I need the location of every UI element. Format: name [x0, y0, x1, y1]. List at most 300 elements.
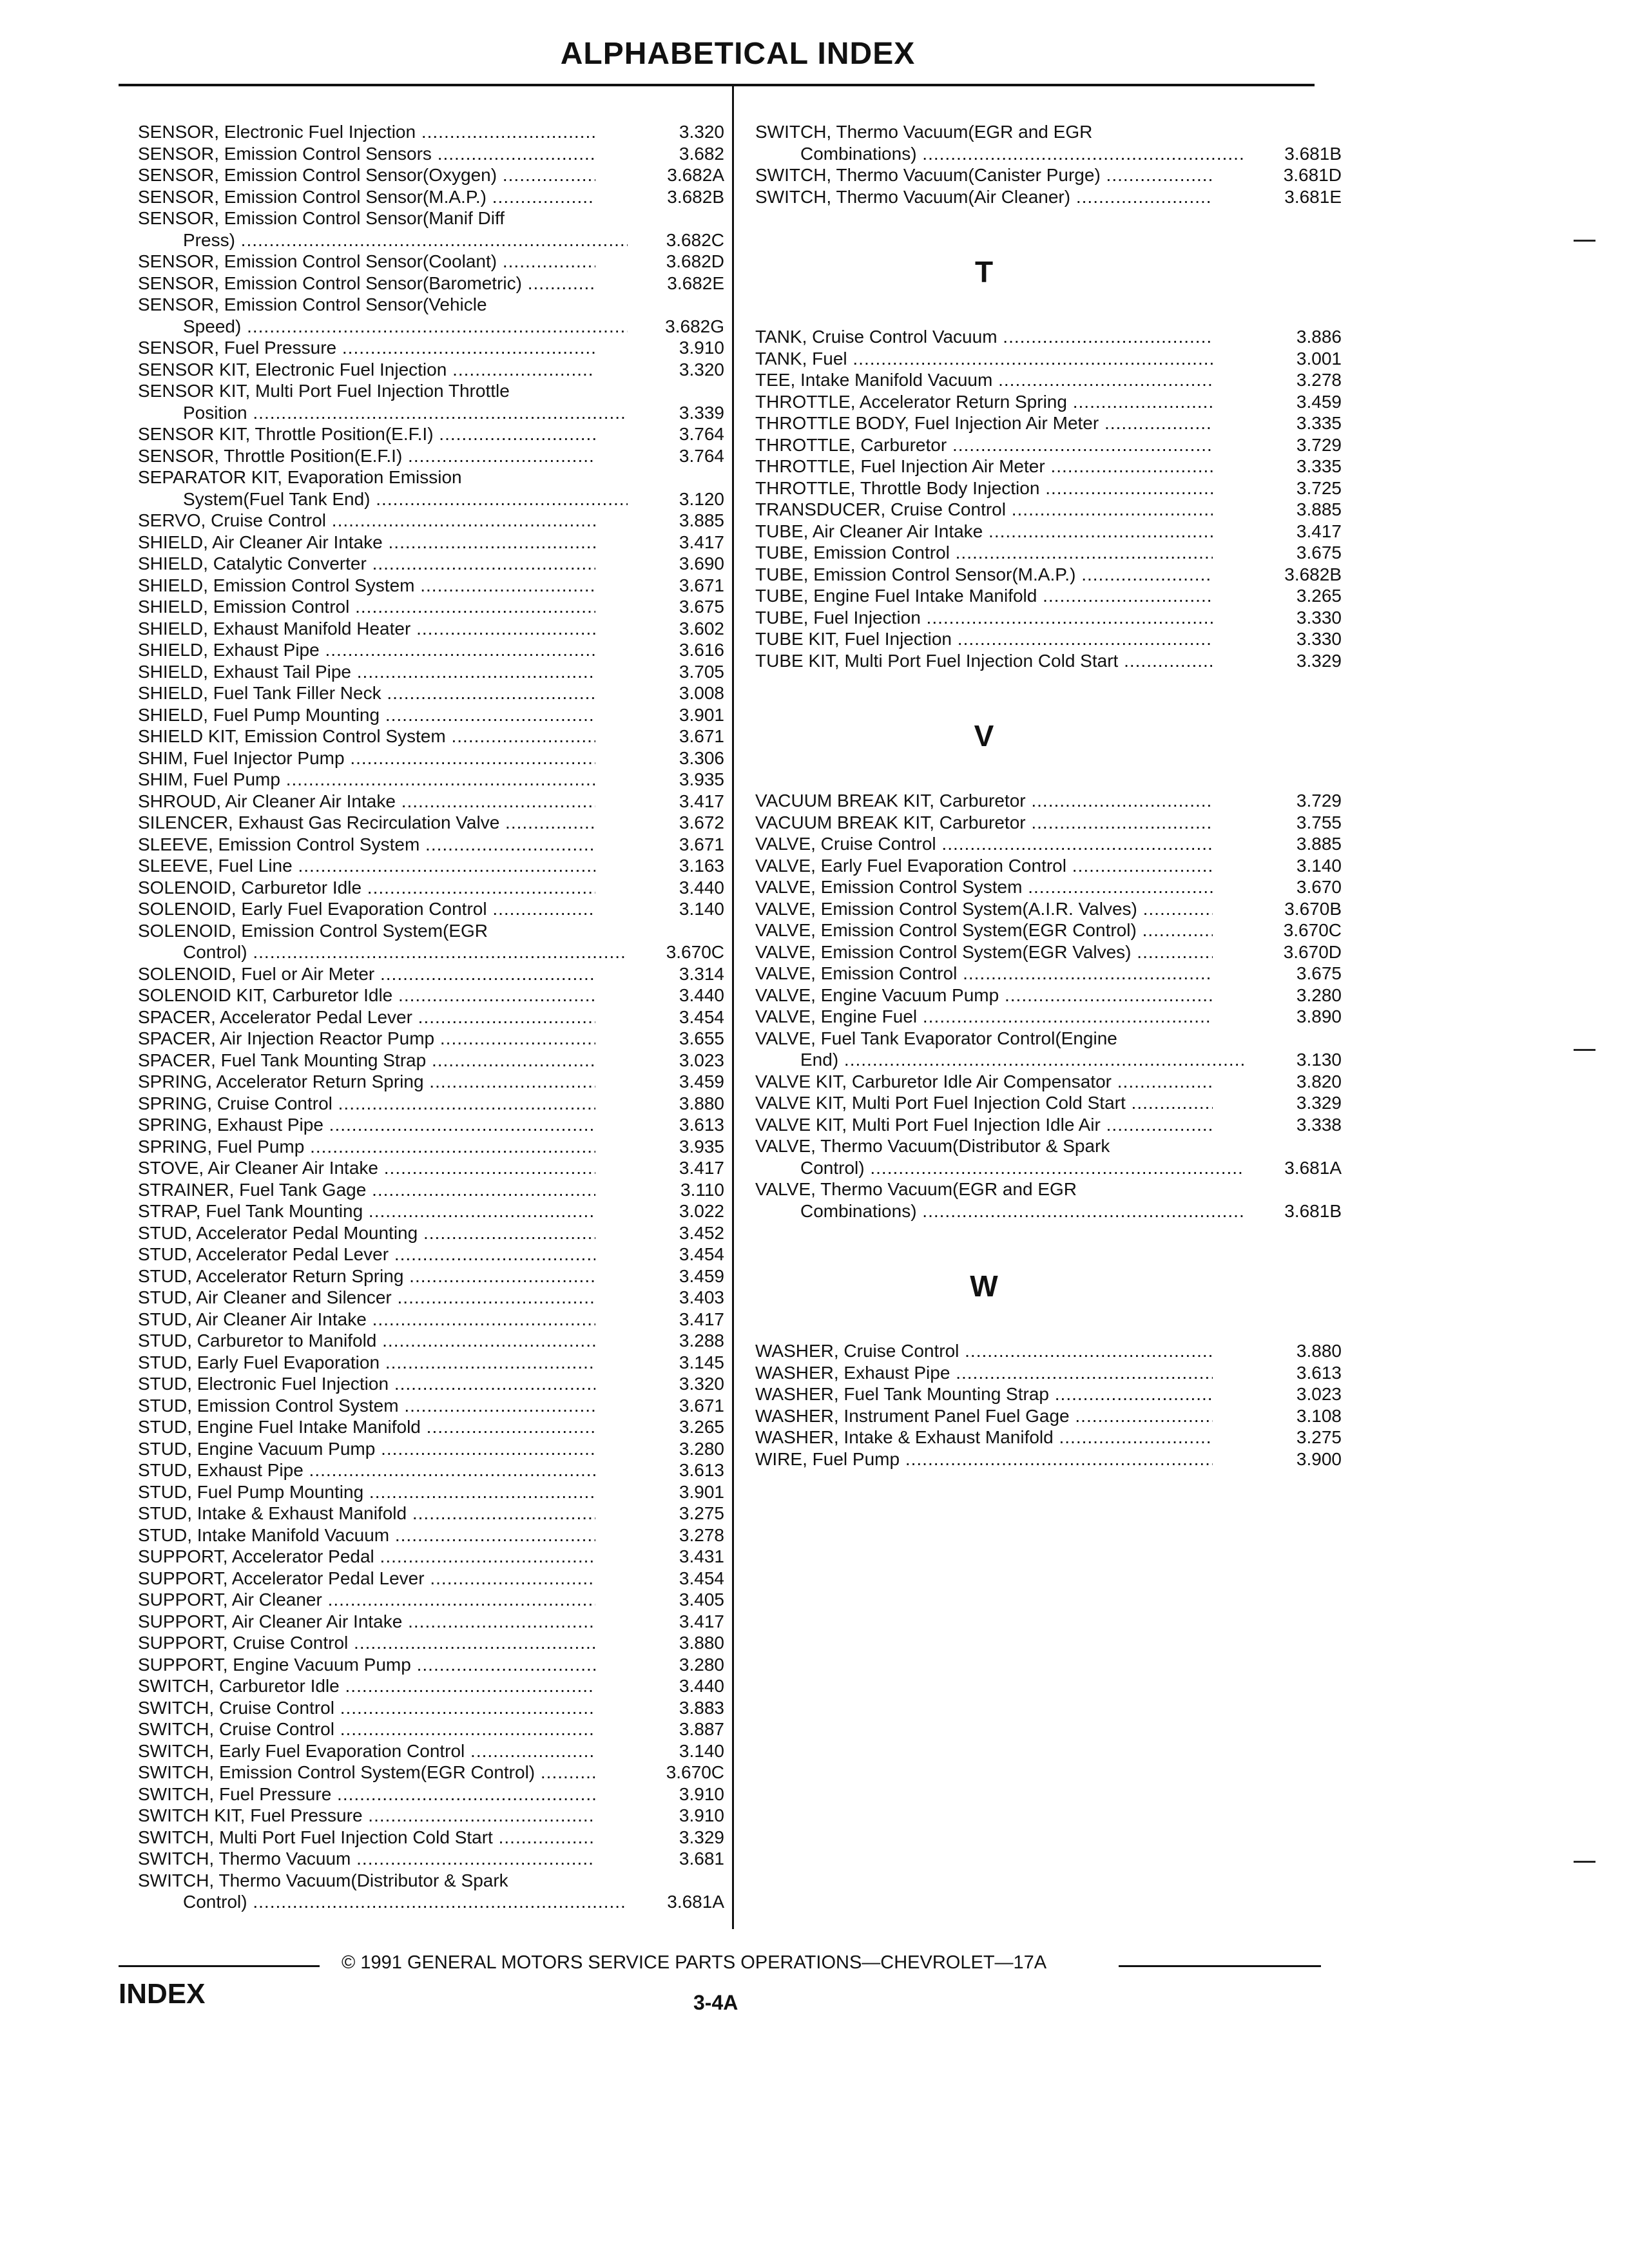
index-entry-page-ref: 3.682B [1245, 564, 1342, 586]
index-entry [755, 412, 1342, 434]
index-entry [755, 833, 1342, 855]
index-entry [138, 402, 724, 424]
left-index-column [138, 121, 724, 1913]
index-entry [755, 186, 1342, 208]
index-entry [138, 1136, 724, 1158]
index-entry-page-ref: 3.417 [628, 1309, 724, 1331]
index-entry-page-ref: 3.682C [628, 229, 724, 251]
index-entry [138, 1200, 724, 1222]
index-entry-label: SHIELD, Exhaust Manifold Heater ..... [138, 618, 595, 640]
index-entry-page-ref: 3.681A [1245, 1157, 1342, 1179]
index-entry-label: STUD, Accelerator Pedal Mounting ..... [138, 1222, 595, 1244]
index-entry-page-ref: 3.682B [628, 186, 724, 208]
index-entry-page-ref: 3.278 [628, 1524, 724, 1546]
index-entry [138, 1783, 724, 1805]
index-entry [138, 726, 724, 747]
index-entry-page-ref: 3.459 [628, 1265, 724, 1287]
index-entry [755, 941, 1342, 963]
index-entry-label: WASHER, Cruise Control ..... [755, 1340, 1213, 1362]
index-entry-label: SENSOR, Emission Control Sensor(Manif Diff [138, 208, 505, 228]
index-entry-label: THROTTLE, Fuel Injection Air Meter ..... [755, 456, 1213, 477]
index-entry [755, 521, 1342, 543]
index-entry-label: SWITCH, Thermo Vacuum(Air Cleaner) ..... [755, 186, 1213, 208]
index-entry-label: STOVE, Air Cleaner Air Intake ..... [138, 1157, 595, 1179]
index-entry-label: SENSOR, Emission Control Sensors ..... [138, 143, 595, 165]
index-entry [755, 1028, 1342, 1050]
index-entry-label: VALVE, Emission Control ..... [755, 963, 1213, 985]
index-entry-label: VALVE, Emission Control System(A.I.R. Valves) ..... [755, 898, 1213, 920]
index-entry-page-ref: 3.820 [1245, 1071, 1342, 1093]
index-entry-label: Combinations) ..... [755, 143, 1258, 165]
index-entry-page-ref: 3.887 [628, 1718, 724, 1740]
index-entry [755, 1427, 1342, 1448]
index-entry [138, 963, 724, 985]
index-entry-page-ref: 3.329 [1245, 1092, 1342, 1114]
column-divider [732, 86, 734, 1929]
index-entry [755, 963, 1342, 985]
index-entry-label: STUD, Engine Fuel Intake Manifold ..... [138, 1416, 595, 1438]
index-entry [138, 1006, 724, 1028]
index-entry [138, 1373, 724, 1395]
index-entry-page-ref: 3.280 [1245, 985, 1342, 1006]
index-entry-label: SUPPORT, Air Cleaner ..... [138, 1589, 595, 1611]
index-entry-label: STUD, Intake & Exhaust Manifold ..... [138, 1503, 595, 1524]
index-entry-label: TUBE, Emission Control Sensor(M.A.P.) ..... [755, 564, 1213, 586]
index-entry-label: SWITCH, Early Fuel Evaporation Control ..... [138, 1740, 595, 1762]
index-entry-label: SWITCH, Thermo Vacuum(Distributor & Spark [138, 1870, 508, 1890]
index-entry [755, 456, 1342, 477]
index-entry-label: WASHER, Intake & Exhaust Manifold ..... [755, 1427, 1213, 1448]
index-entry-label: SWITCH, Carburetor Idle ..... [138, 1675, 595, 1697]
index-entry-page-ref: 3.729 [1245, 790, 1342, 812]
index-entry-page-ref: 3.306 [628, 747, 724, 769]
index-entry-page-ref: 3.329 [628, 1827, 724, 1849]
index-entry-page-ref: 3.265 [628, 1416, 724, 1438]
index-entry-page-ref: 3.885 [1245, 833, 1342, 855]
index-entry [755, 1178, 1342, 1200]
index-entry-label: SENSOR, Fuel Pressure ..... [138, 337, 595, 359]
index-entry-page-ref: 3.671 [628, 575, 724, 597]
index-entry-label: VALVE, Fuel Tank Evaporator Control(Engine [755, 1028, 1117, 1048]
index-entry [138, 639, 724, 661]
index-entry-label: STUD, Emission Control System ..... [138, 1395, 595, 1417]
index-entry-page-ref: 3.440 [628, 877, 724, 899]
margin-tick [1574, 1049, 1595, 1051]
index-entry [138, 229, 724, 251]
index-entry [138, 1805, 724, 1827]
index-entry-label: SPRING, Fuel Pump ..... [138, 1136, 595, 1158]
index-entry-label: STUD, Engine Vacuum Pump ..... [138, 1438, 595, 1460]
index-entry [138, 1459, 724, 1481]
index-entry [755, 1071, 1342, 1093]
index-entry [138, 747, 724, 769]
index-entry-page-ref: 3.681B [1245, 1200, 1342, 1222]
index-entry [138, 920, 724, 942]
index-entry-page-ref: 3.335 [1245, 456, 1342, 477]
index-entry [138, 661, 724, 683]
index-entry-page-ref: 3.671 [628, 834, 724, 856]
index-entry-label: WASHER, Fuel Tank Mounting Strap ..... [755, 1383, 1213, 1405]
index-entry [138, 1071, 724, 1093]
index-entry-label: VALVE KIT, Carburetor Idle Air Compensator ..... [755, 1071, 1213, 1093]
index-entry-label: SWITCH KIT, Fuel Pressure ..... [138, 1805, 595, 1827]
index-entry-label: STUD, Intake Manifold Vacuum ..... [138, 1524, 595, 1546]
section-spacer [755, 671, 1342, 704]
index-entry [138, 1654, 724, 1676]
index-entry-label: VALVE, Emission Control System(EGR Control) ..... [755, 919, 1213, 941]
index-entry-label: SENSOR, Emission Control Sensor(Oxygen) ..... [138, 164, 595, 186]
index-entry-page-ref: 3.459 [628, 1071, 724, 1093]
index-entry-label: TUBE, Air Cleaner Air Intake ..... [755, 521, 1213, 543]
index-entry [755, 898, 1342, 920]
index-entry-label: VALVE KIT, Multi Port Fuel Injection Cold Start ..... [755, 1092, 1213, 1114]
index-entry [755, 542, 1342, 564]
index-entry-label: WIRE, Fuel Pump ..... [755, 1448, 1213, 1470]
index-entry [138, 532, 724, 553]
index-entry-label: SENSOR, Electronic Fuel Injection ..... [138, 121, 595, 143]
index-entry [138, 1438, 724, 1460]
footer-section-label: INDEX [119, 1978, 206, 2010]
index-entry [138, 251, 724, 273]
index-entry-label: VALVE KIT, Multi Port Fuel Injection Idle Air ..... [755, 1114, 1213, 1136]
index-entry-page-ref: 3.885 [1245, 499, 1342, 521]
index-entry-page-ref: 3.454 [628, 1244, 724, 1265]
index-entry-page-ref: 3.681B [1245, 143, 1342, 165]
index-entry [138, 510, 724, 532]
index-entry [138, 898, 724, 920]
index-entry [755, 1049, 1342, 1071]
index-entry-label: SENSOR, Emission Control Sensor(Vehicle [138, 294, 487, 314]
page-title: ALPHABETICAL INDEX [560, 37, 916, 71]
index-entry [138, 1632, 724, 1654]
index-entry-label: SWITCH, Cruise Control ..... [138, 1718, 595, 1740]
index-entry [138, 337, 724, 359]
index-entry-page-ref: 3.120 [628, 488, 724, 510]
index-entry [138, 1244, 724, 1265]
index-entry-page-ref: 3.910 [628, 1805, 724, 1827]
index-entry-label: VACUUM BREAK KIT, Carburetor ..... [755, 812, 1213, 834]
index-entry-page-ref: 3.417 [628, 532, 724, 553]
index-entry-label: VALVE, Thermo Vacuum(EGR and EGR [755, 1179, 1077, 1199]
index-entry-page-ref: 3.452 [628, 1222, 724, 1244]
index-entry-label: SOLENOID, Fuel or Air Meter ..... [138, 963, 595, 985]
index-entry-label: SPACER, Air Injection Reactor Pump ..... [138, 1028, 595, 1050]
index-entry-label: STRAINER, Fuel Tank Gage ..... [138, 1179, 595, 1201]
index-entry-page-ref: 3.755 [1245, 812, 1342, 834]
index-entry-page-ref: 3.681A [628, 1891, 724, 1913]
index-entry-page-ref: 3.910 [628, 1783, 724, 1805]
index-entry-page-ref: 3.329 [1245, 650, 1342, 672]
index-entry-page-ref: 3.454 [628, 1006, 724, 1028]
index-entry-page-ref: 3.330 [1245, 607, 1342, 629]
index-entry [755, 326, 1342, 348]
index-entry-label: SWITCH, Fuel Pressure ..... [138, 1783, 595, 1805]
index-entry-page-ref: 3.275 [1245, 1427, 1342, 1448]
index-entry-label: SWITCH, Multi Port Fuel Injection Cold Start ..... [138, 1827, 595, 1849]
index-entry-label: TRANSDUCER, Cruise Control ..... [755, 499, 1213, 521]
index-entry-label: VALVE, Early Fuel Evaporation Control ..... [755, 855, 1213, 877]
index-entry [755, 369, 1342, 391]
index-entry-label: TANK, Fuel ..... [755, 348, 1213, 370]
index-entry-label: WASHER, Exhaust Pipe ..... [755, 1362, 1213, 1384]
index-entry-label: SHIELD, Fuel Pump Mounting ..... [138, 704, 595, 726]
index-entry [138, 380, 724, 402]
page-number: 3-4A [693, 1991, 738, 2014]
index-entry [138, 1870, 724, 1892]
index-entry-page-ref: 3.880 [628, 1093, 724, 1115]
index-entry-page-ref: 3.108 [1245, 1405, 1342, 1427]
index-entry-label: SHIELD, Catalytic Converter ..... [138, 553, 595, 575]
section-spacer [755, 768, 1342, 790]
index-entry [755, 790, 1342, 812]
index-entry [138, 1352, 724, 1374]
index-entry [755, 919, 1342, 941]
index-entry-page-ref: 3.140 [628, 898, 724, 920]
index-entry-page-ref: 3.454 [628, 1568, 724, 1590]
index-entry [138, 1395, 724, 1417]
index-entry-label: SUPPORT, Engine Vacuum Pump ..... [138, 1654, 595, 1676]
copyright-notice: © 1991 GENERAL MOTORS SERVICE PARTS OPERATIONS—CHEVROLET—17A [342, 1952, 1047, 1973]
index-entry-page-ref: 3.613 [628, 1459, 724, 1481]
index-entry-page-ref: 3.140 [1245, 855, 1342, 877]
index-entry-page-ref: 3.417 [1245, 521, 1342, 543]
index-entry-label: SHROUD, Air Cleaner Air Intake ..... [138, 791, 595, 812]
index-entry [138, 1827, 724, 1849]
index-entry-label: WASHER, Instrument Panel Fuel Gage ..... [755, 1405, 1213, 1427]
index-entry-label: SWITCH, Emission Control System(EGR Control) ..... [138, 1762, 595, 1783]
index-entry [138, 423, 724, 445]
index-entry-label: Control) ..... [138, 941, 641, 963]
index-entry-label: SENSOR, Emission Control Sensor(Coolant) ..... [138, 251, 595, 273]
index-entry-label: SLEEVE, Emission Control System ..... [138, 834, 595, 856]
index-entry [755, 499, 1342, 521]
index-entry [755, 121, 1342, 143]
index-entry [138, 1265, 724, 1287]
index-entry [755, 1383, 1342, 1405]
index-entry [755, 585, 1342, 607]
index-entry-page-ref: 3.682A [628, 164, 724, 186]
index-entry-page-ref: 3.314 [628, 963, 724, 985]
index-entry-page-ref: 3.880 [1245, 1340, 1342, 1362]
index-entry [755, 1092, 1342, 1114]
index-entry-page-ref: 3.886 [1245, 326, 1342, 348]
index-entry [755, 434, 1342, 456]
footer-rule-right [1119, 1965, 1321, 1967]
index-entry [755, 1340, 1342, 1362]
index-entry-page-ref: 3.280 [628, 1438, 724, 1460]
index-entry-label: SENSOR KIT, Electronic Fuel Injection ..... [138, 359, 595, 381]
index-entry-page-ref: 3.670C [628, 1762, 724, 1783]
index-entry-page-ref: 3.935 [628, 769, 724, 791]
index-entry [138, 769, 724, 791]
index-entry [755, 564, 1342, 586]
index-entry-label: SENSOR, Emission Control Sensor(M.A.P.) ..... [138, 186, 595, 208]
footer-rule-left [119, 1965, 320, 1967]
section-spacer [755, 304, 1342, 326]
index-entry-page-ref: 3.288 [628, 1330, 724, 1352]
index-entry-label: SUPPORT, Cruise Control ..... [138, 1632, 595, 1654]
index-entry-label: THROTTLE, Carburetor ..... [755, 434, 1213, 456]
index-entry-label: SUPPORT, Accelerator Pedal Lever ..... [138, 1568, 595, 1590]
index-entry-page-ref: 3.883 [628, 1697, 724, 1719]
index-entry-page-ref: 3.670C [628, 941, 724, 963]
index-entry-label: SHIM, Fuel Pump ..... [138, 769, 595, 791]
index-entry-page-ref: 3.320 [628, 1373, 724, 1395]
index-entry-page-ref: 3.110 [628, 1179, 724, 1201]
index-entry [138, 1114, 724, 1136]
index-entry-page-ref: 3.670B [1245, 898, 1342, 920]
index-entry-label: VACUUM BREAK KIT, Carburetor ..... [755, 790, 1213, 812]
section-spacer [755, 1318, 1342, 1340]
index-entry-label: SUPPORT, Accelerator Pedal ..... [138, 1546, 595, 1568]
index-entry-page-ref: 3.616 [628, 639, 724, 661]
index-entry-page-ref: 3.670D [1245, 941, 1342, 963]
index-entry [755, 1448, 1342, 1470]
index-entry [755, 1157, 1342, 1179]
index-entry [138, 1524, 724, 1546]
index-entry-label: SLEEVE, Fuel Line ..... [138, 855, 595, 877]
index-entry-page-ref: 3.682D [628, 251, 724, 273]
index-entry-page-ref: 3.265 [1245, 585, 1342, 607]
index-entry-label: THROTTLE, Throttle Body Injection ..... [755, 477, 1213, 499]
index-entry-label: SERVO, Cruise Control ..... [138, 510, 595, 532]
index-entry-label: STUD, Electronic Fuel Injection ..... [138, 1373, 595, 1395]
margin-tick [1574, 1861, 1595, 1863]
index-entry-page-ref: 3.140 [628, 1740, 724, 1762]
index-entry-label: SPACER, Fuel Tank Mounting Strap ..... [138, 1050, 595, 1072]
index-entry-label: SWITCH, Cruise Control ..... [138, 1697, 595, 1719]
index-entry-label: STUD, Exhaust Pipe ..... [138, 1459, 595, 1481]
index-entry-label: Position ..... [138, 402, 641, 424]
index-entry-label: SHIELD, Emission Control System ..... [138, 575, 595, 597]
index-entry [138, 1028, 724, 1050]
index-entry-page-ref: 3.729 [1245, 434, 1342, 456]
index-entry [138, 791, 724, 812]
index-entry [138, 359, 724, 381]
index-entry-page-ref: 3.320 [628, 359, 724, 381]
index-entry-page-ref: 3.417 [628, 1157, 724, 1179]
index-entry-label: STUD, Accelerator Pedal Lever ..... [138, 1244, 595, 1265]
index-entry-page-ref: 3.880 [628, 1632, 724, 1654]
index-entry [138, 1287, 724, 1309]
index-entry [138, 1675, 724, 1697]
index-entry-page-ref: 3.675 [628, 596, 724, 618]
index-entry-page-ref: 3.403 [628, 1287, 724, 1309]
index-entry-label: SOLENOID, Emission Control System(EGR [138, 920, 488, 941]
section-spacer [755, 207, 1342, 240]
index-entry [755, 1200, 1342, 1222]
index-entry-label: STUD, Early Fuel Evaporation ..... [138, 1352, 595, 1374]
index-entry [138, 121, 724, 143]
index-entry [755, 650, 1342, 672]
index-entry [138, 855, 724, 877]
index-entry-label: System(Fuel Tank End) ..... [138, 488, 641, 510]
index-entry-label: VALVE, Engine Vacuum Pump ..... [755, 985, 1213, 1006]
index-entry-page-ref: 3.681E [1245, 186, 1342, 208]
index-entry-label: STUD, Air Cleaner and Silencer ..... [138, 1287, 595, 1309]
index-entry-page-ref: 3.602 [628, 618, 724, 640]
index-entry-page-ref: 3.901 [628, 1481, 724, 1503]
index-entry [138, 682, 724, 704]
index-entry [755, 985, 1342, 1006]
index-entry-label: Combinations) ..... [755, 1200, 1258, 1222]
index-entry [138, 316, 724, 338]
index-entry [138, 1309, 724, 1331]
index-entry [755, 1114, 1342, 1136]
index-entry-label: End) ..... [755, 1049, 1258, 1071]
index-entry [755, 164, 1342, 186]
index-entry [138, 1503, 724, 1524]
index-entry [138, 596, 724, 618]
index-entry-label: TUBE KIT, Fuel Injection ..... [755, 628, 1213, 650]
index-entry-label: Control) ..... [755, 1157, 1258, 1179]
index-entry [755, 1006, 1342, 1028]
index-entry-page-ref: 3.613 [628, 1114, 724, 1136]
index-entry-page-ref: 3.338 [1245, 1114, 1342, 1136]
index-entry [138, 1762, 724, 1783]
index-entry-page-ref: 3.901 [628, 704, 724, 726]
index-entry [138, 1481, 724, 1503]
index-entry [138, 1093, 724, 1115]
index-entry [138, 812, 724, 834]
index-entry-page-ref: 3.690 [628, 553, 724, 575]
index-entry-page-ref: 3.900 [1245, 1448, 1342, 1470]
index-entry-label: STUD, Air Cleaner Air Intake ..... [138, 1309, 595, 1331]
index-entry-label: SHIELD, Fuel Tank Filler Neck ..... [138, 682, 595, 704]
index-entry-label: Speed) ..... [138, 316, 641, 338]
index-entry-label: VALVE, Emission Control System ..... [755, 876, 1213, 898]
index-entry-page-ref: 3.671 [628, 726, 724, 747]
index-entry [755, 855, 1342, 877]
index-entry-page-ref: 3.682G [628, 316, 724, 338]
index-entry-label: STUD, Fuel Pump Mounting ..... [138, 1481, 595, 1503]
index-entry [138, 704, 724, 726]
index-entry-page-ref: 3.440 [628, 985, 724, 1006]
index-entry-label: VALVE, Cruise Control ..... [755, 833, 1213, 855]
index-entry-page-ref: 3.681 [628, 1848, 724, 1870]
index-entry-page-ref: 3.417 [628, 1611, 724, 1633]
index-entry-page-ref: 3.335 [1245, 412, 1342, 434]
index-entry-page-ref: 3.022 [628, 1200, 724, 1222]
index-entry-page-ref: 3.280 [628, 1654, 724, 1676]
index-entry-page-ref: 3.275 [628, 1503, 724, 1524]
index-entry [138, 1157, 724, 1179]
index-entry-label: STUD, Carburetor to Manifold ..... [138, 1330, 595, 1352]
index-entry-page-ref: 3.440 [628, 1675, 724, 1697]
index-entry [138, 1891, 724, 1913]
index-entry-label: STRAP, Fuel Tank Mounting ..... [138, 1200, 595, 1222]
margin-tick [1574, 240, 1595, 242]
index-entry [138, 1740, 724, 1762]
index-entry-label: SPRING, Accelerator Return Spring ..... [138, 1071, 595, 1093]
index-entry-label: SWITCH, Thermo Vacuum ..... [138, 1848, 595, 1870]
index-entry-page-ref: 3.675 [1245, 963, 1342, 985]
index-entry-page-ref: 3.023 [628, 1050, 724, 1072]
index-entry-page-ref: 3.320 [628, 121, 724, 143]
section-letter-v: V [974, 719, 994, 753]
index-entry [138, 1718, 724, 1740]
index-entry [138, 1050, 724, 1072]
index-entry-page-ref: 3.935 [628, 1136, 724, 1158]
index-entry-page-ref: 3.163 [628, 855, 724, 877]
index-entry-page-ref: 3.890 [1245, 1006, 1342, 1028]
title-rule [119, 84, 1315, 86]
index-entry [138, 1568, 724, 1590]
index-entry [138, 445, 724, 467]
index-entry-page-ref: 3.725 [1245, 477, 1342, 499]
index-entry-page-ref: 3.681D [1245, 164, 1342, 186]
index-entry-label: SOLENOID KIT, Carburetor Idle ..... [138, 985, 595, 1006]
